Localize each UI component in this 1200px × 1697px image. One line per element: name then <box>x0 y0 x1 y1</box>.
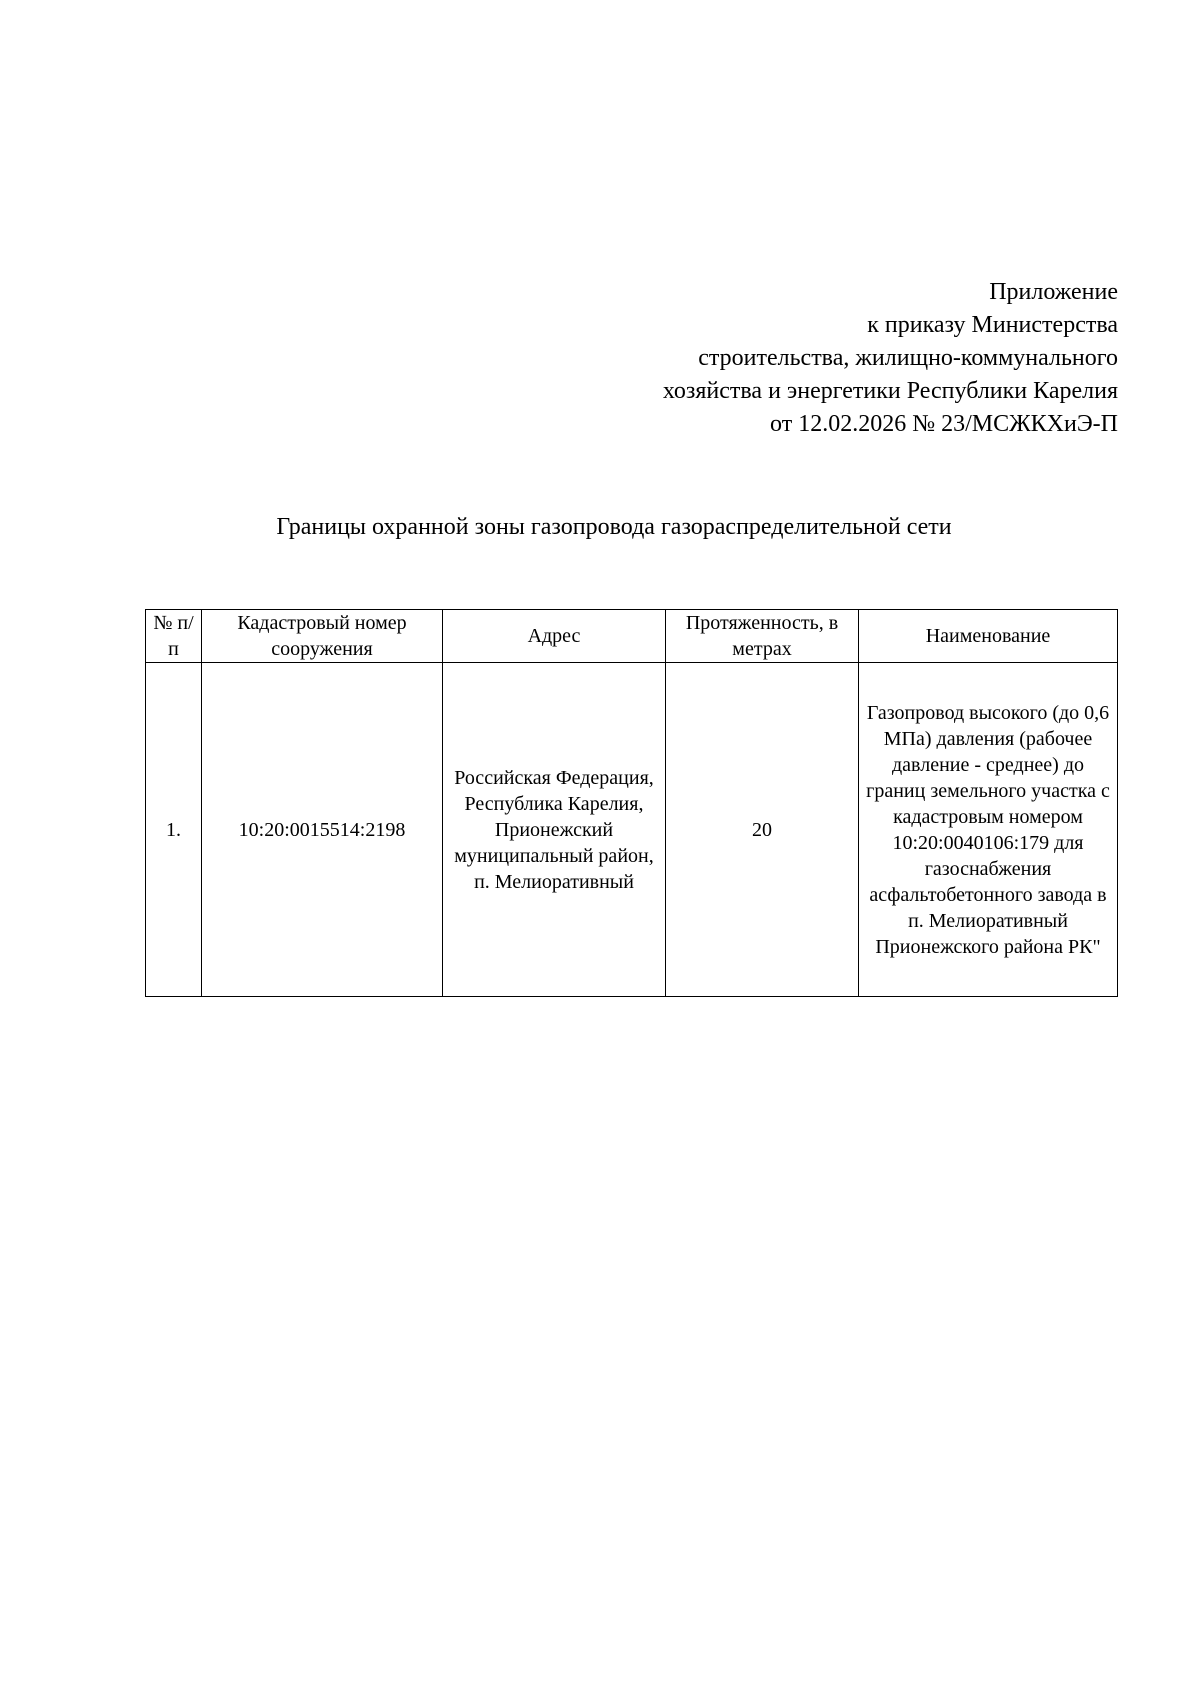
header-num: № п/п <box>146 610 202 663</box>
appendix-header <box>663 276 1118 441</box>
cell-length: 20 <box>666 663 859 997</box>
document-title: Границы охранной зоны газопровода газораспределительной сети <box>276 514 952 540</box>
table-row <box>146 663 1118 997</box>
cell-cadastral: 10:20:0015514:2198 <box>202 663 443 997</box>
appendix-line: от 12.02.2026 № 23/МСЖКХиЭ-П <box>770 411 1118 437</box>
header-cadastral: Кадастровый номер сооружения <box>202 610 443 663</box>
table-header-row <box>146 610 1118 663</box>
appendix-line: Приложение <box>989 279 1118 305</box>
appendix-line: строительства, жилищно-коммунального <box>698 345 1118 371</box>
header-name: Наименование <box>859 610 1118 663</box>
cell-name: Газопровод высокого (до 0,6 МПа) давления (рабочее давление - среднее) до границ земельного участка с кадастровым номером 10:20:0040106:179 для газоснабжения асфальтобетонного завода в п. Мелиоративный Прионежского района РК" <box>859 663 1118 997</box>
protection-zone-table <box>145 609 1118 997</box>
header-address: Адрес <box>443 610 666 663</box>
cell-address: Российская Федерация, Республика Карелия, Прионежский муниципальный район, п. Мелиоративный <box>443 663 666 997</box>
header-length: Протяженность, в метрах <box>666 610 859 663</box>
appendix-line: к приказу Министерства <box>867 312 1118 338</box>
cell-num: 1. <box>146 663 202 997</box>
appendix-line: хозяйства и энергетики Республики Карелия <box>662 378 1118 404</box>
